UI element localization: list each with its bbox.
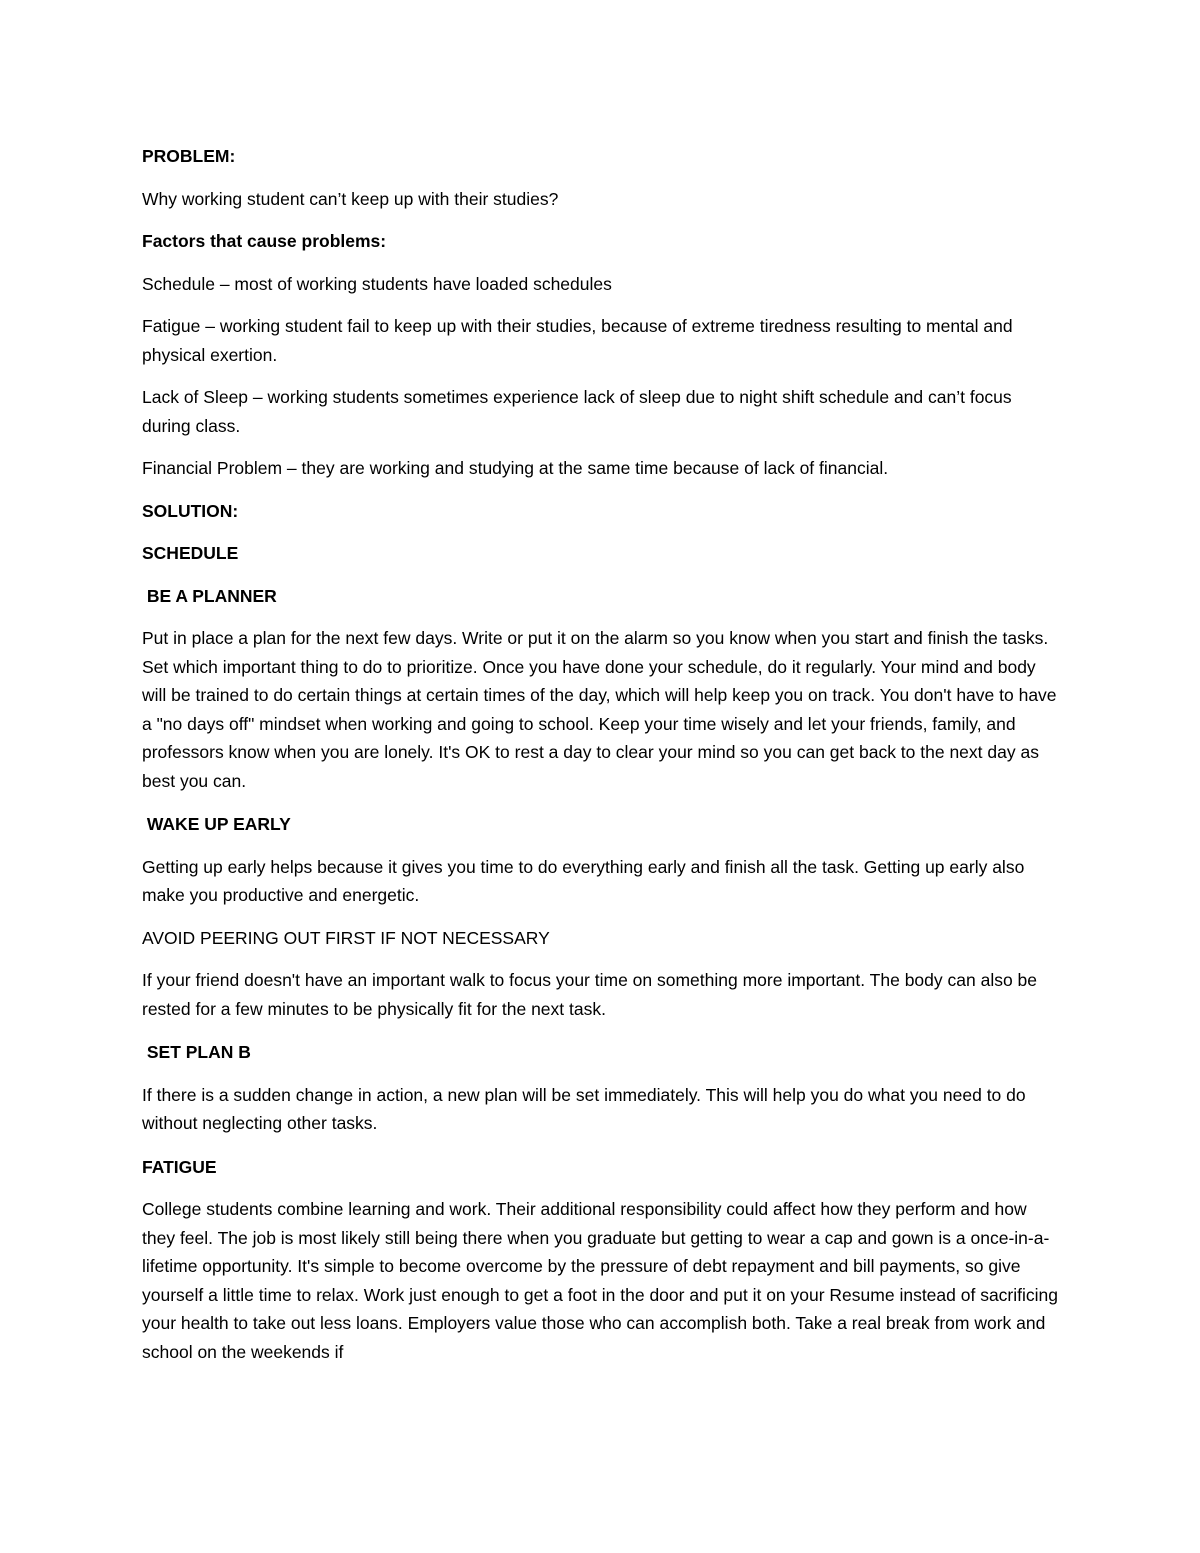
factor-financial: Financial Problem – they are working and studying at the same time because of lack of financial. [142,458,889,478]
factor-lack-of-sleep: Lack of Sleep – working students sometimes experience lack of sleep due to night shift schedule and can’t focus during class. [142,387,1012,436]
wake-up-early-paragraph: Getting up early helps because it gives you time to do everything early and finish all the task. Getting up early also make you productive and energetic. [142,856,1025,905]
solution-heading: SOLUTION: [142,500,239,521]
set-plan-b-paragraph: If there is a sudden change in action, a new plan will be set immediately. This will help you do what you need to do without neglecting other tasks. [142,1084,1026,1133]
problem-heading: PROBLEM: [142,146,236,166]
be-a-planner-heading: BE A PLANNER [142,585,277,606]
set-plan-b-heading: SET PLAN B [142,1042,251,1062]
fatigue-heading: FATIGUE [142,1156,217,1177]
factor-fatigue: Fatigue – working student fail to keep up with their studies, because of extreme tiredness resulting to mental and physical exertion. [142,316,1013,365]
be-a-planner-paragraph: Put in place a plan for the next few days. Write or put it on the alarm so you know when you start and finish the tasks. Set which important thing to do to prioritize. Once you have done your schedule, do it regularly. Your mind and body will be trained to do certain things at certain times of the day, which will help keep you on track. You don't have to have a "no days off" mindset when working and going to school. Keep your time wisely and let your friends, family, and professors know when you are lonely. It's OK to rest a day to clear your mind so you can get back to the next day as best you can. [142,628,1057,791]
factor-schedule: Schedule – most of working students have loaded schedules [142,273,612,294]
wake-up-early-heading: WAKE UP EARLY [142,814,291,834]
fatigue-paragraph: College students combine learning and work. Their additional responsibility could affect how they perform and how they feel. The job is most likely still being there when you graduate but getting to wear a cap and gown is a once-in-a-lifetime opportunity. It's simple to become overcome by the pressure of debt repayment and bill payments, so give yourself a little time to relax. Work just enough to get a foot in the door and put it on your Resume instead of sacrificing your health to take out less loans. Employers value those who can accomplish both. Take a real break from work and school on the weekends if [142,1199,1058,1362]
document-page [142,142,1062,1366]
avoid-peering-paragraph: If your friend doesn't have an important walk to focus your time on something more important. The body can also be rested for a few minutes to be physically fit for the next task. [142,970,1038,1019]
problem-question: Why working student can’t keep up with their studies? [142,188,559,209]
factors-heading: Factors that cause problems: [142,231,387,251]
avoid-peering-heading: AVOID PEERING OUT FIRST IF NOT NECESSARY [142,927,550,948]
schedule-heading: SCHEDULE [142,543,239,563]
